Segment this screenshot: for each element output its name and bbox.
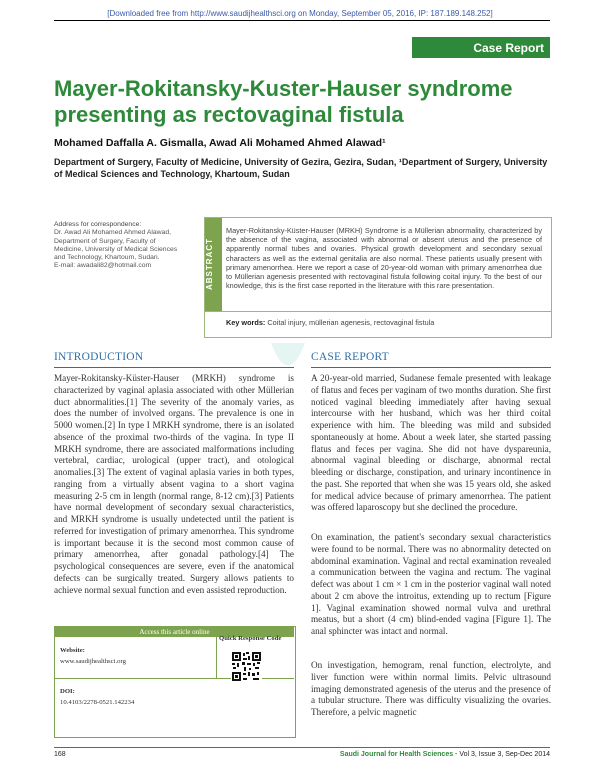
article-type-label: Case Report	[473, 41, 544, 55]
author-list: Mohamed Daffalla A. Gismalla, Awad Ali Mohamed Ahmed Alawad¹	[54, 137, 386, 149]
correspondence-line: and Technology, Khartoum, Sudan.	[54, 254, 160, 262]
case-report-heading: CASE REPORT	[311, 351, 389, 363]
correspondence-email[interactable]: E-mail: awadali82@hotmail.com	[54, 262, 152, 270]
header-rule	[54, 20, 550, 21]
correspondence-line: Dr. Awad Ali Mohamed Ahmed Alawad,	[54, 229, 171, 237]
correspondence-heading: Address for correspondence:	[54, 221, 142, 228]
journal-name: Saudi Journal for Health Sciences	[339, 751, 454, 758]
access-article-heading: Access this article online	[55, 627, 294, 637]
article-title: Mayer-Rokitansky-Kuster-Hauser syndrome presenting as rectovaginal fistula	[54, 76, 513, 127]
introduction-text: Mayer-Rokitansky-Küster-Hauser (MRKH) syndrome is characterized by vaginal aplasia associated with other Müllerian duct abnormalities.[1] The severity of the anomaly varies, as does the number of involved organs. The prevalence is one in 5000 women.[2] In type I MRKH syndrome, there is an isolated absence of the proximal two-thirds of the vagina. In type II MRKH syndrome, there are associated malformations including vertebral, cardiac, urological (upper tract), and otological anomalies.[3] The extent of vaginal aplasia varies in both types, ranging from a virtually absent vagina to a short vagina measuring 2-5 cm in length (normal range, 8-12 cm).[3] Patients have normal development of secondary sexual characteristics, and MRKH syndrome is usually undetected until the patient is referred for investigation of primary amenorrhea. This syndrome is important because it is the second most common cause of primary amenorrhea, after gonadal pathology.[4] The psychological consequences are severe, even if the anatomical defects can be surgically treated. Surgery allows patients to achieve normal sexual function and even assisted reproduction.	[54, 373, 294, 595]
footer-rule	[54, 747, 550, 748]
affiliations: Department of Surgery, Faculty of Medicine, University of Gezira, Gezira, Sudan, ¹Department of Surgery, University of Medical Sciences and Technology, Khartoum, Sudan	[54, 157, 548, 179]
abstract-text: Mayer-Rokitansky-Küster-Hauser (MRKH) Syndrome is a Müllerian abnormality, characterized by the absence of the vagina, associated with abnormal or absent uterus and the presence of apparently normal tubes and ovaries. Physical growth development and secondary sexual characters as well as the external genitalia are also normal. These patients usually present with primary amenorrhea. Here we report a case of 20-year-old woman with primary amenorrhea due to Müllerian agenesis presented with rectovaginal fistula following coital injury. To the best of our knowledge, this is the first case reported in the literature with this rare presentation.	[226, 226, 542, 291]
download-notice: [Downloaded free from http://www.saudijhealthsci.org on Monday, September 05, 2016, IP: 187.189.148.252]	[107, 9, 493, 18]
case-report-paragraph: On examination, the patient's secondary sexual characteristics were found to be normal. There was no abnormality detected on abdominal examination. Vaginal and rectal examination revealed a communication between the vagina and rectum. The vaginal defect was about 1 cm × 1 cm in the posterior vaginal wall noted about 2 cm above the introitus, extending up to rectum [Figure 1]. Vaginal examination showed normal vulva and urethral meatus, but a short (4 cm) blind-ended vagina [Figure 1]. The anal sphincter was intact and normal.	[311, 532, 551, 636]
journal-issue: - Vol 3, Issue 3, Sep-Dec 2014	[453, 751, 550, 758]
keywords-value: Coital injury, müllerian agenesis, rectovaginal fistula	[267, 318, 435, 327]
introduction-heading: INTRODUCTION	[54, 351, 144, 363]
introduction-rule	[54, 367, 294, 368]
doi-value[interactable]: 10.4103/2278-0521.142234	[60, 699, 135, 706]
correspondence-line: Medicine, University of Medical Sciences	[54, 245, 178, 253]
keywords-divider	[204, 311, 552, 312]
website-link[interactable]: www.saudijhealthsci.org	[60, 658, 126, 665]
doi-label: DOI:	[60, 688, 75, 695]
case-report-paragraph: On investigation, hemogram, renal function, electrolyte, and liver function were within normal limits. Pelvic ultrasound imaging demonstrated agenesis of the uterus and the presence of a tubular structure. There was difficulty visualizing the ovaries. Therefore, a pelvic magnetic	[311, 660, 551, 717]
website-label: Website:	[60, 647, 85, 654]
access-box-divider	[216, 637, 217, 678]
keywords-label: Key words:	[226, 318, 266, 327]
correspondence-block	[54, 221, 196, 271]
abstract-tab-label: ABSTRACT	[205, 238, 214, 291]
access-article-box	[54, 626, 296, 738]
case-report-rule	[311, 367, 551, 368]
keywords	[226, 318, 542, 327]
qr-code-label: Quick Response Code	[219, 635, 282, 642]
case-report-paragraph: A 20-year-old married, Sudanese female presented with leakage of flatus and feces per vaginam of two months duration. She first noticed vaginal bleeding immediately after having sexual intercourse with her husband, which was her third coital experience with him. The bleeding was mild and subsided spontaneously at home. About a week later, she started passing flatus and feces per vagina. She did not have dyspareunia, abnormal vaginal bleeding or discharge, abnormal rectal bleeding or discharge, constipation, and urinary incontinence in the past. She reported that when she was 15 years old, she asked for medical advice because of primary amenorrhea. The patient was offered laparoscopy but she declined the procedure.	[311, 373, 551, 513]
correspondence-line: Department of Surgery, Faculty of	[54, 237, 156, 245]
qr-code-icon[interactable]	[231, 651, 262, 682]
footer-journal	[300, 751, 550, 758]
page-number: 168	[54, 751, 66, 758]
